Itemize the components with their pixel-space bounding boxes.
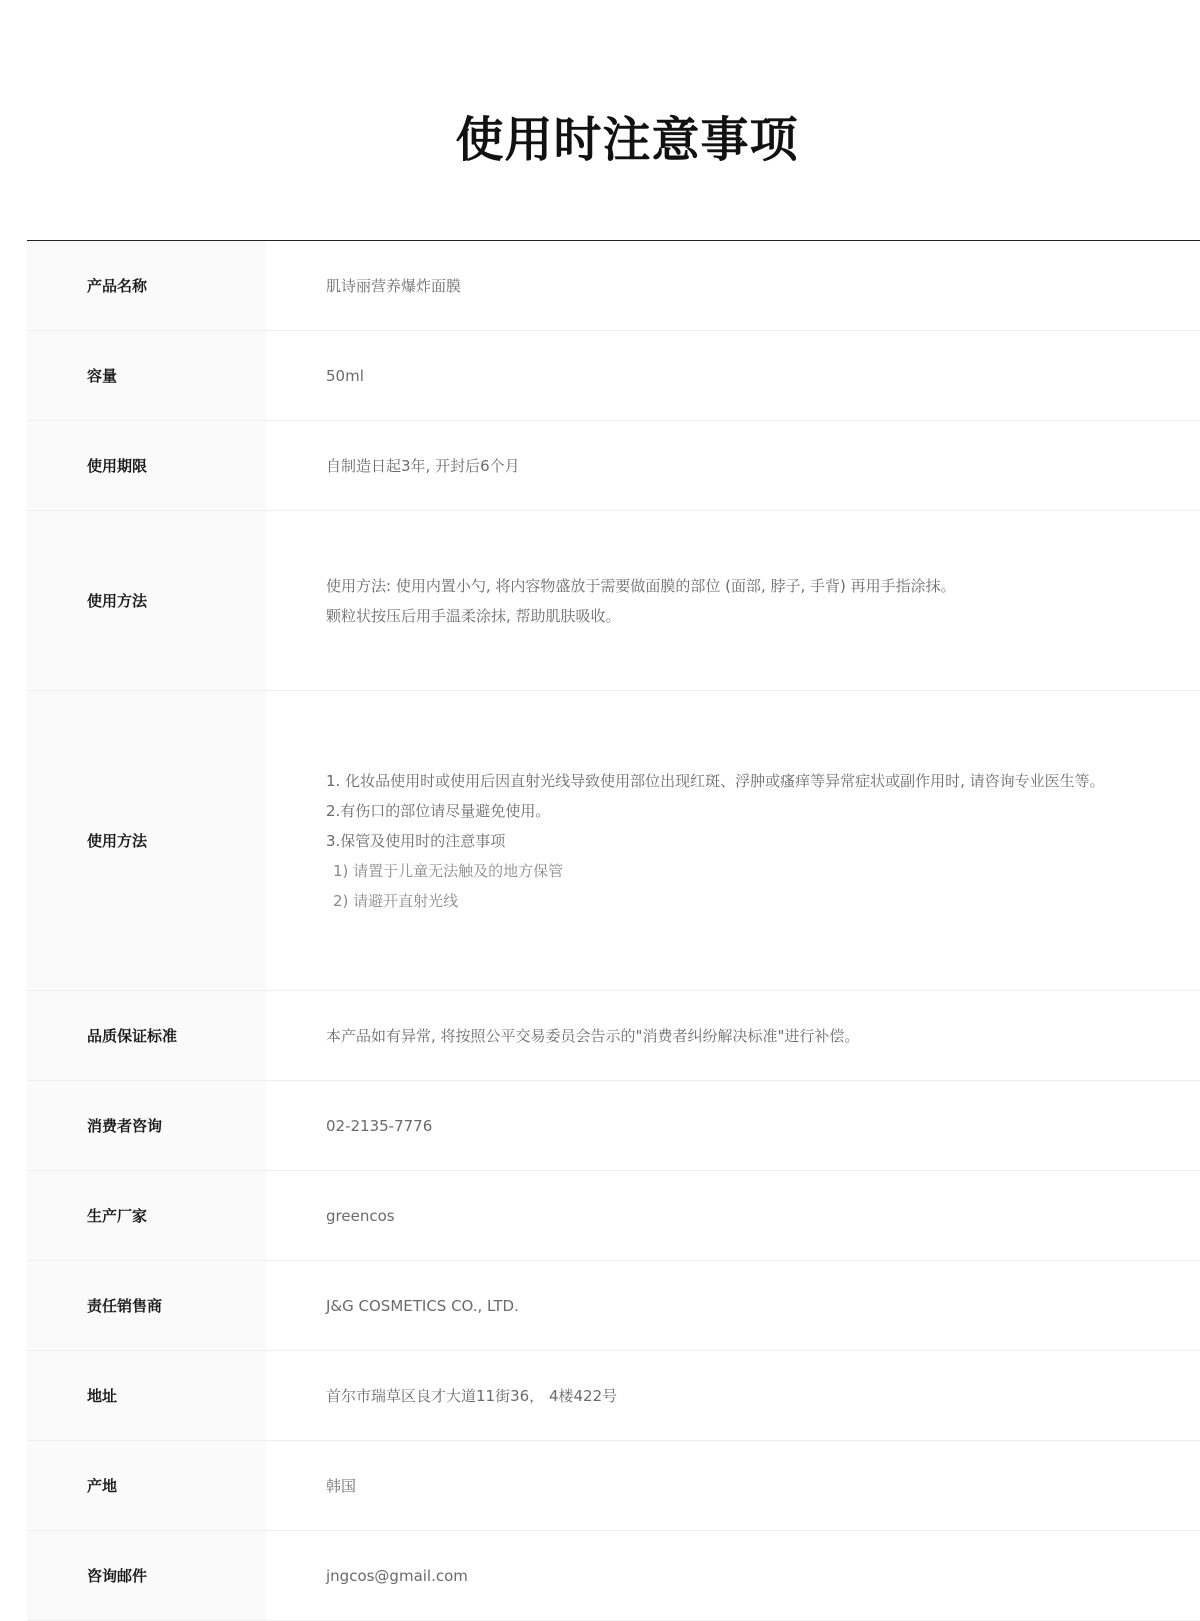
table-row: [27, 691, 1200, 991]
row-label: 地址: [27, 1351, 266, 1440]
row-label: 容量: [27, 331, 266, 420]
row-label: 使用期限: [27, 421, 266, 510]
row-value: [266, 1351, 1200, 1440]
row-label: 使用方法: [27, 511, 266, 690]
row-value: [266, 991, 1200, 1080]
value-line: 韩国: [326, 1476, 357, 1495]
table-row: [27, 991, 1200, 1081]
table-row: [27, 1081, 1200, 1171]
table-row: [27, 1261, 1200, 1351]
row-value: [266, 691, 1200, 990]
row-value: [266, 1171, 1200, 1260]
table-row: [27, 241, 1200, 331]
row-value: [266, 1531, 1200, 1620]
value-line: 使用方法: 使用内置小勺, 将内容物盛放于需要做面膜的部位 (面部, 脖子, 手背) 再用手指涂抹。: [326, 576, 956, 595]
table-row: [27, 511, 1200, 691]
page-title: 使用时注意事项: [455, 112, 799, 168]
table-row: [27, 1531, 1200, 1621]
value-line: 50ml: [326, 366, 364, 385]
value-line: 2.有伤口的部位请尽量避免使用。: [326, 801, 551, 820]
value-line: 自制造日起3年, 开封后6个月: [326, 456, 520, 475]
row-value: [266, 331, 1200, 420]
row-value: [266, 421, 1200, 510]
value-line: 本产品如有异常, 将按照公平交易委员会告示的"消费者纠纷解决标准"进行补偿。: [326, 1026, 860, 1045]
row-label: 消费者咨询: [27, 1081, 266, 1170]
row-value: [266, 241, 1200, 330]
value-line: 1. 化妆品使用时或使用后因直射光线导致使用部位出现红斑、浮肿或瘙痒等异常症状或副作用时, 请咨询专业医生等。: [326, 771, 1105, 790]
table-row: [27, 1171, 1200, 1261]
table-row: [27, 1441, 1200, 1531]
row-value: [266, 1081, 1200, 1170]
value-sub-line: 1) 请置于儿童无法触及的地方保管: [333, 861, 564, 880]
table-row: [27, 1351, 1200, 1441]
value-line: 肌诗丽营养爆炸面膜: [326, 276, 462, 295]
row-label: 咨询邮件: [27, 1531, 266, 1620]
value-line: 3.保管及使用时的注意事项: [326, 831, 506, 850]
row-label: 使用方法: [27, 691, 266, 990]
row-value: [266, 511, 1200, 690]
row-label: 生产厂家: [27, 1171, 266, 1260]
row-value: [266, 1261, 1200, 1350]
value-line: 颗粒状按压后用手温柔涂抹, 帮助肌肤吸收。: [326, 606, 621, 625]
value-line: J&G COSMETICS CO., LTD.: [326, 1296, 519, 1315]
value-sub-line: 2) 请避开直射光线: [333, 891, 459, 910]
value-line: 首尔市瑞草区良才大道11街36， 4楼422号: [326, 1386, 618, 1405]
row-label: 责任销售商: [27, 1261, 266, 1350]
row-label: 产地: [27, 1441, 266, 1530]
value-line: jngcos@gmail.com: [326, 1566, 468, 1585]
product-info-table: [27, 240, 1200, 1621]
row-value: [266, 1441, 1200, 1530]
row-label: 品质保证标准: [27, 991, 266, 1080]
table-row: [27, 421, 1200, 511]
table-row: [27, 331, 1200, 421]
value-line: 02-2135-7776: [326, 1116, 433, 1135]
value-line: greencos: [326, 1206, 395, 1225]
row-label: 产品名称: [27, 241, 266, 330]
